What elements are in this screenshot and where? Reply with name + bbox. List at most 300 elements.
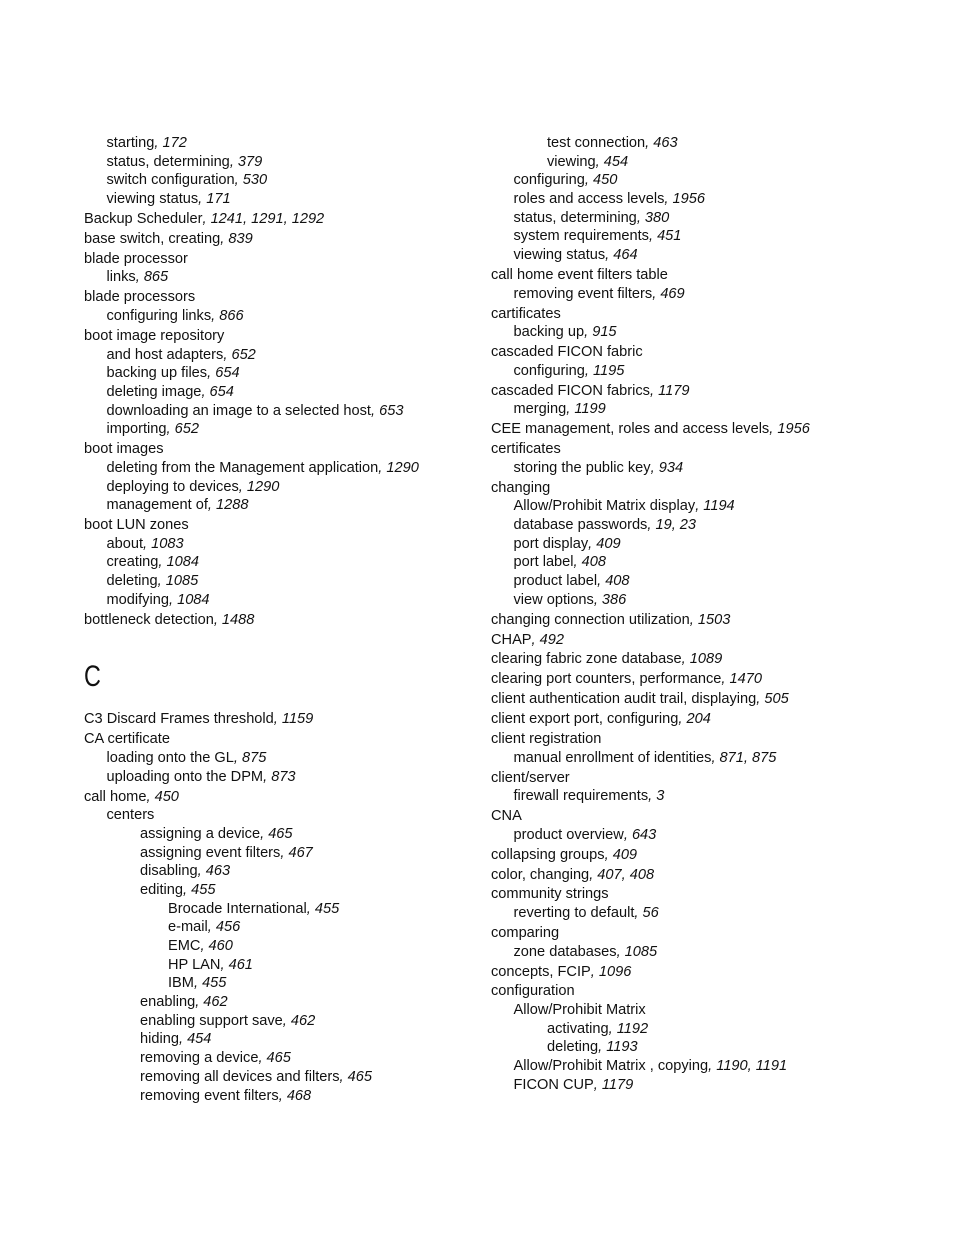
index-entry	[84, 346, 484, 365]
index-separator: ,	[645, 135, 654, 151]
index-separator: ,	[769, 421, 778, 438]
index-separator: ,	[636, 209, 645, 226]
index-separator: ,	[223, 346, 232, 363]
index-term: cascaded FICON fabric	[491, 344, 643, 361]
index-term: HP LAN	[168, 956, 221, 973]
index-page-refs: 463	[653, 135, 678, 151]
index-term: deleting	[106, 573, 158, 590]
index-term: client registration	[491, 730, 602, 747]
index-entry	[491, 807, 911, 826]
index-entry	[491, 710, 911, 729]
index-page-refs: 530	[242, 172, 268, 189]
index-separator: ,	[664, 191, 673, 208]
index-term: importing	[106, 421, 167, 438]
index-entry	[84, 1030, 484, 1049]
index-page-refs: 456	[215, 919, 241, 936]
index-term: backing up	[513, 324, 585, 341]
index-term: hiding	[140, 1031, 179, 1048]
index-page-refs: 1956	[672, 191, 705, 208]
index-page-refs: 1194	[703, 498, 735, 515]
index-entry	[84, 496, 484, 515]
index-entry	[84, 591, 484, 610]
index-term: color, changing	[491, 866, 590, 883]
index-separator: ,	[531, 631, 540, 648]
index-separator: ,	[201, 383, 210, 400]
index-entry	[491, 591, 911, 610]
index-page-refs: 492	[539, 631, 565, 648]
index-entry	[491, 285, 911, 304]
index-term: modifying	[106, 591, 169, 608]
index-entry	[491, 866, 911, 885]
index-entry	[491, 1057, 911, 1076]
index-separator: ,	[339, 1068, 348, 1085]
index-separator: ,	[584, 324, 593, 341]
index-term: starting	[106, 135, 155, 151]
index-term: Allow/Prohibit Matrix , copying	[513, 1058, 709, 1075]
index-term: concepts, FCIP	[491, 963, 591, 980]
index-page-refs: 171	[206, 191, 231, 208]
index-separator: ,	[229, 153, 238, 170]
index-term: enabling support save	[140, 1012, 283, 1029]
index-separator: ,	[220, 956, 229, 973]
index-separator: ,	[195, 994, 204, 1011]
index-entry	[491, 1038, 911, 1057]
index-separator: ,	[566, 401, 575, 418]
index-entry	[84, 210, 484, 229]
index-term: base switch, creating	[84, 230, 221, 247]
index-term: client/server	[491, 769, 570, 786]
index-term: roles and access levels	[513, 191, 665, 208]
index-page-refs: 408	[605, 573, 630, 590]
index-separator: ,	[193, 975, 203, 992]
index-term: configuration	[491, 983, 575, 1000]
section-letter: C	[84, 660, 101, 694]
index-entry	[84, 383, 484, 402]
index-separator: ,	[143, 535, 152, 552]
index-term: manual enrollment of identities	[513, 749, 712, 766]
index-separator: ,	[695, 498, 704, 515]
index-separator: ,	[605, 247, 614, 264]
index-entry	[491, 572, 911, 591]
index-term: call home	[84, 788, 147, 805]
index-entry	[491, 1076, 911, 1095]
index-entry	[84, 572, 484, 591]
index-separator: ,	[211, 307, 220, 324]
index-separator: ,	[721, 671, 730, 688]
index-term: client export port, configuring	[491, 711, 679, 728]
index-entry	[84, 918, 484, 937]
index-term: zone databases	[513, 943, 617, 960]
index-separator: ,	[598, 1039, 607, 1056]
index-entry	[84, 230, 484, 249]
index-entry	[491, 516, 911, 535]
index-entry	[491, 343, 911, 362]
index-term: links	[106, 269, 136, 286]
index-entry	[491, 982, 911, 1001]
index-page-refs: 465	[266, 1050, 291, 1067]
index-entry	[491, 209, 911, 228]
index-term: product label	[513, 573, 598, 590]
index-page-refs: 450	[593, 172, 618, 189]
index-entry	[84, 134, 484, 153]
index-entry	[491, 826, 911, 845]
index-page-refs: 1199	[574, 401, 606, 418]
index-entry	[84, 364, 484, 383]
index-term: CNA	[491, 808, 522, 825]
index-page-refs: 934	[658, 459, 684, 476]
index-entry	[84, 956, 484, 975]
index-term: database passwords	[513, 517, 648, 534]
index-separator: ,	[593, 1076, 602, 1093]
index-separator: ,	[649, 382, 659, 399]
index-entry	[84, 1068, 484, 1087]
index-term: community strings	[491, 886, 609, 903]
index-page-refs: 1488	[221, 611, 255, 628]
index-term: switch configuration	[106, 172, 235, 189]
index-separator: ,	[584, 172, 594, 189]
index-entry	[491, 190, 911, 209]
index-separator: ,	[648, 788, 657, 805]
index-page-refs: 462	[290, 1012, 316, 1029]
index-page-refs: 1192	[616, 1020, 649, 1037]
index-term: Backup Scheduler	[84, 210, 203, 227]
index-entry	[491, 153, 911, 172]
index-entry	[491, 479, 911, 498]
index-page-refs: 3	[656, 788, 665, 805]
index-term: Allow/Prohibit Matrix	[513, 1002, 646, 1019]
index-page-refs: 873	[271, 768, 296, 785]
index-entry	[84, 250, 484, 269]
index-entry	[84, 993, 484, 1012]
index-entry	[491, 924, 911, 943]
index-entry	[491, 382, 911, 401]
index-separator: ,	[678, 711, 687, 728]
index-term: port label	[513, 554, 574, 571]
index-page-refs: 1085	[624, 943, 658, 960]
index-separator: ,	[608, 1020, 617, 1037]
index-entry	[491, 885, 911, 904]
index-page-refs: 652	[174, 421, 199, 438]
index-term: deploying to devices	[106, 478, 239, 495]
index-term: port display	[513, 535, 589, 552]
index-entry	[491, 459, 911, 478]
index-term: loading onto the GL	[106, 749, 234, 766]
index-page-refs: 1290	[386, 459, 419, 476]
index-entry	[491, 323, 911, 342]
index-entry	[84, 730, 484, 749]
index-entry	[491, 631, 911, 650]
index-page-refs: 865	[143, 269, 169, 286]
index-page-refs: 454	[187, 1031, 212, 1048]
index-page-refs: 1096	[598, 963, 632, 980]
index-page-refs: 1195	[593, 362, 625, 379]
index-separator: ,	[183, 881, 192, 898]
index-separator: ,	[202, 210, 211, 227]
index-page-refs: 1179	[601, 1076, 634, 1093]
index-separator: ,	[590, 963, 599, 980]
index-term: blade processor	[84, 250, 188, 267]
index-term: deleting image	[106, 383, 202, 400]
index-term: cartificates	[491, 305, 561, 322]
index-term: removing all devices and filters	[140, 1068, 340, 1085]
index-term: assigning a device	[140, 825, 261, 842]
index-term: activating	[547, 1020, 609, 1037]
index-page-refs: 19, 23	[655, 517, 697, 534]
index-page-refs: 1159	[281, 711, 314, 728]
index-term: reverting to default	[513, 905, 635, 922]
index-term: uploading onto the DPM	[106, 768, 264, 785]
index-entry	[491, 305, 911, 324]
index-entry	[491, 846, 911, 865]
index-entry	[84, 749, 484, 768]
index-term: about	[106, 535, 144, 552]
index-entry	[84, 862, 484, 881]
index-separator: ,	[689, 611, 698, 628]
index-term: bottleneck detection	[84, 611, 214, 628]
index-page-refs: 1288	[216, 497, 249, 514]
index-page-refs: 1083	[151, 535, 184, 552]
index-page-refs: 468	[286, 1087, 312, 1104]
index-entry	[491, 535, 911, 554]
index-entry	[491, 963, 911, 982]
index-separator: ,	[616, 943, 625, 960]
index-page-refs: 643	[631, 826, 657, 843]
index-separator: ,	[280, 844, 289, 861]
index-separator: ,	[681, 651, 690, 668]
index-page-refs: 461	[228, 956, 253, 973]
index-entry	[84, 459, 484, 478]
index-term: changing	[491, 479, 551, 496]
index-entry	[84, 788, 484, 807]
index-term: creating	[106, 554, 159, 571]
index-page-refs: 407, 408	[597, 866, 655, 883]
index-term: clearing port counters, performance	[491, 671, 722, 688]
index-page-refs: 454	[603, 153, 629, 170]
index-separator: ,	[233, 749, 242, 766]
index-separator: ,	[207, 919, 216, 936]
index-entry	[84, 535, 484, 554]
index-page-refs: 866	[219, 307, 244, 324]
index-page-refs: 463	[205, 863, 231, 880]
index-term: configuring	[513, 172, 585, 189]
index-separator: ,	[708, 1058, 717, 1075]
index-term: disabling	[140, 863, 198, 880]
index-page-refs: 505	[764, 691, 789, 708]
index-separator: ,	[573, 554, 582, 571]
index-entry	[84, 611, 484, 630]
index-entry	[84, 307, 484, 326]
index-page-refs: 1084	[166, 554, 199, 571]
index-separator: ,	[711, 749, 720, 766]
index-entry	[491, 553, 911, 572]
index-entry	[491, 769, 911, 788]
index-entry	[491, 611, 911, 630]
index-entry	[491, 904, 911, 923]
index-term: boot images	[84, 441, 164, 458]
index-page-refs: 875	[242, 749, 267, 766]
index-entry	[491, 362, 911, 381]
index-separator: ,	[588, 535, 597, 552]
index-page-refs: 450	[154, 788, 179, 805]
index-entry	[84, 806, 484, 825]
index-separator: ,	[595, 153, 604, 170]
index-entry	[491, 1001, 911, 1020]
index-separator: ,	[260, 825, 269, 842]
index-separator: ,	[278, 1087, 287, 1104]
index-entry	[491, 787, 911, 806]
index-entry	[491, 730, 911, 749]
index-term: system requirements	[513, 228, 649, 245]
index-entry	[491, 420, 911, 439]
index-entry	[491, 943, 911, 962]
index-term: boot image repository	[84, 327, 225, 344]
index-separator: ,	[648, 228, 658, 245]
index-term: collapsing groups	[491, 846, 605, 863]
index-term: Brocade International	[168, 900, 307, 917]
index-term: configuring links	[106, 307, 212, 324]
index-entry	[491, 400, 911, 419]
index-term: CA certificate	[84, 731, 170, 748]
index-separator: ,	[589, 866, 598, 883]
index-term: removing a device	[140, 1050, 259, 1067]
index-page-refs: 1179	[658, 382, 690, 399]
index-entry	[491, 690, 911, 709]
index-page-refs: 455	[191, 881, 216, 898]
index-separator: ,	[198, 191, 207, 208]
index-term: deleting	[547, 1039, 599, 1056]
index-term: FICON CUP	[513, 1076, 594, 1093]
index-term: Allow/Prohibit Matrix display	[513, 498, 696, 515]
index-entry	[84, 937, 484, 956]
index-separator: ,	[200, 938, 209, 954]
index-column-left	[84, 134, 484, 1105]
index-term: status, determining	[513, 209, 637, 226]
index-term: e-mail	[168, 919, 208, 936]
index-page-refs: 839	[228, 230, 253, 247]
index-page-refs: 379	[237, 153, 263, 170]
index-term: deleting from the Management application	[106, 459, 379, 476]
index-entry	[84, 478, 484, 497]
index-page-refs: 653	[379, 402, 404, 419]
index-page-refs: 380	[644, 209, 670, 226]
index-separator: ,	[378, 459, 387, 476]
index-page-refs: 465	[347, 1068, 373, 1085]
index-separator: ,	[756, 691, 765, 708]
index-term: EMC	[168, 938, 201, 954]
index-separator: ,	[234, 172, 243, 189]
index-entry	[84, 768, 484, 787]
index-entry	[84, 900, 484, 919]
index-page-refs: 465	[268, 825, 293, 842]
index-separator: ,	[306, 900, 315, 917]
index-entry	[84, 825, 484, 844]
index-term: client authentication audit trail, displaying	[491, 691, 757, 708]
index-entry	[84, 327, 484, 346]
index-term: clearing fabric zone database	[491, 651, 682, 668]
index-separator: ,	[135, 269, 144, 286]
index-page-refs: 1503	[697, 611, 731, 628]
index-page-refs: 408	[581, 554, 607, 571]
index-term: storing the public key	[513, 459, 651, 476]
index-page-refs: 1193	[606, 1039, 638, 1056]
index-entry	[84, 844, 484, 863]
index-page-refs: 455	[202, 975, 227, 992]
index-page-refs: 455	[314, 900, 340, 917]
index-entry	[491, 1020, 911, 1039]
index-term: view options	[513, 591, 594, 608]
index-term: merging	[513, 401, 567, 418]
index-page-refs: 204	[686, 711, 711, 728]
index-term: firewall requirements	[513, 788, 649, 805]
index-entry	[491, 650, 911, 669]
index-term: cascaded FICON fabrics	[491, 382, 650, 399]
index-page-refs: 386	[601, 591, 627, 608]
index-page-refs: 460	[208, 938, 233, 954]
index-page-refs: 1290	[246, 478, 280, 495]
index-entry	[84, 516, 484, 535]
index-entry	[491, 134, 911, 153]
index-separator: ,	[263, 768, 272, 785]
index-entry	[84, 402, 484, 421]
index-term: centers	[106, 807, 155, 824]
index-page-refs: 1089	[689, 651, 723, 668]
index-term: comparing	[491, 924, 560, 941]
index-entry	[84, 881, 484, 900]
index-page-refs: 1084	[177, 591, 210, 608]
index-term: configuring	[513, 362, 585, 379]
index-entry	[491, 670, 911, 689]
index-term: CHAP	[491, 631, 532, 648]
index-separator: ,	[258, 1050, 267, 1067]
index-entry	[84, 420, 484, 439]
index-entry	[491, 749, 911, 768]
index-page-refs: 915	[592, 324, 617, 341]
index-term: management of	[106, 497, 208, 514]
index-page-refs: 871, 875	[719, 749, 777, 766]
index-page-refs: 654	[209, 383, 234, 400]
index-separator: ,	[238, 478, 247, 495]
index-entry	[84, 1012, 484, 1031]
index-term: and host adapters	[106, 346, 224, 363]
index-separator: ,	[604, 846, 613, 863]
index-entry	[84, 1087, 484, 1106]
index-separator: ,	[213, 611, 222, 628]
index-separator: ,	[154, 135, 163, 151]
index-separator: ,	[178, 1031, 188, 1048]
index-term: changing connection utilization	[491, 611, 690, 628]
index-term: removing event filters	[140, 1087, 279, 1104]
index-term: call home event filters table	[491, 267, 668, 283]
index-page-refs: 56	[642, 905, 659, 922]
index-entry	[84, 710, 484, 729]
index-separator: ,	[197, 863, 206, 880]
index-term: downloading an image to a selected host	[106, 402, 371, 419]
index-page-refs: 464	[613, 247, 638, 264]
index-term: status, determining	[106, 153, 230, 170]
index-term: C3 Discard Frames threshold	[84, 711, 274, 728]
index-term: certificates	[491, 441, 561, 458]
index-entry	[491, 171, 911, 190]
index-term: backing up files	[106, 365, 208, 382]
index-term: test connection	[547, 135, 646, 151]
index-entry	[491, 497, 911, 516]
index-separator: ,	[207, 365, 216, 382]
index-entry	[84, 1049, 484, 1068]
index-term: editing	[140, 881, 184, 898]
index-separator: ,	[146, 788, 155, 805]
index-page-refs: 1956	[777, 421, 810, 438]
index-page-refs: 409	[612, 846, 638, 863]
